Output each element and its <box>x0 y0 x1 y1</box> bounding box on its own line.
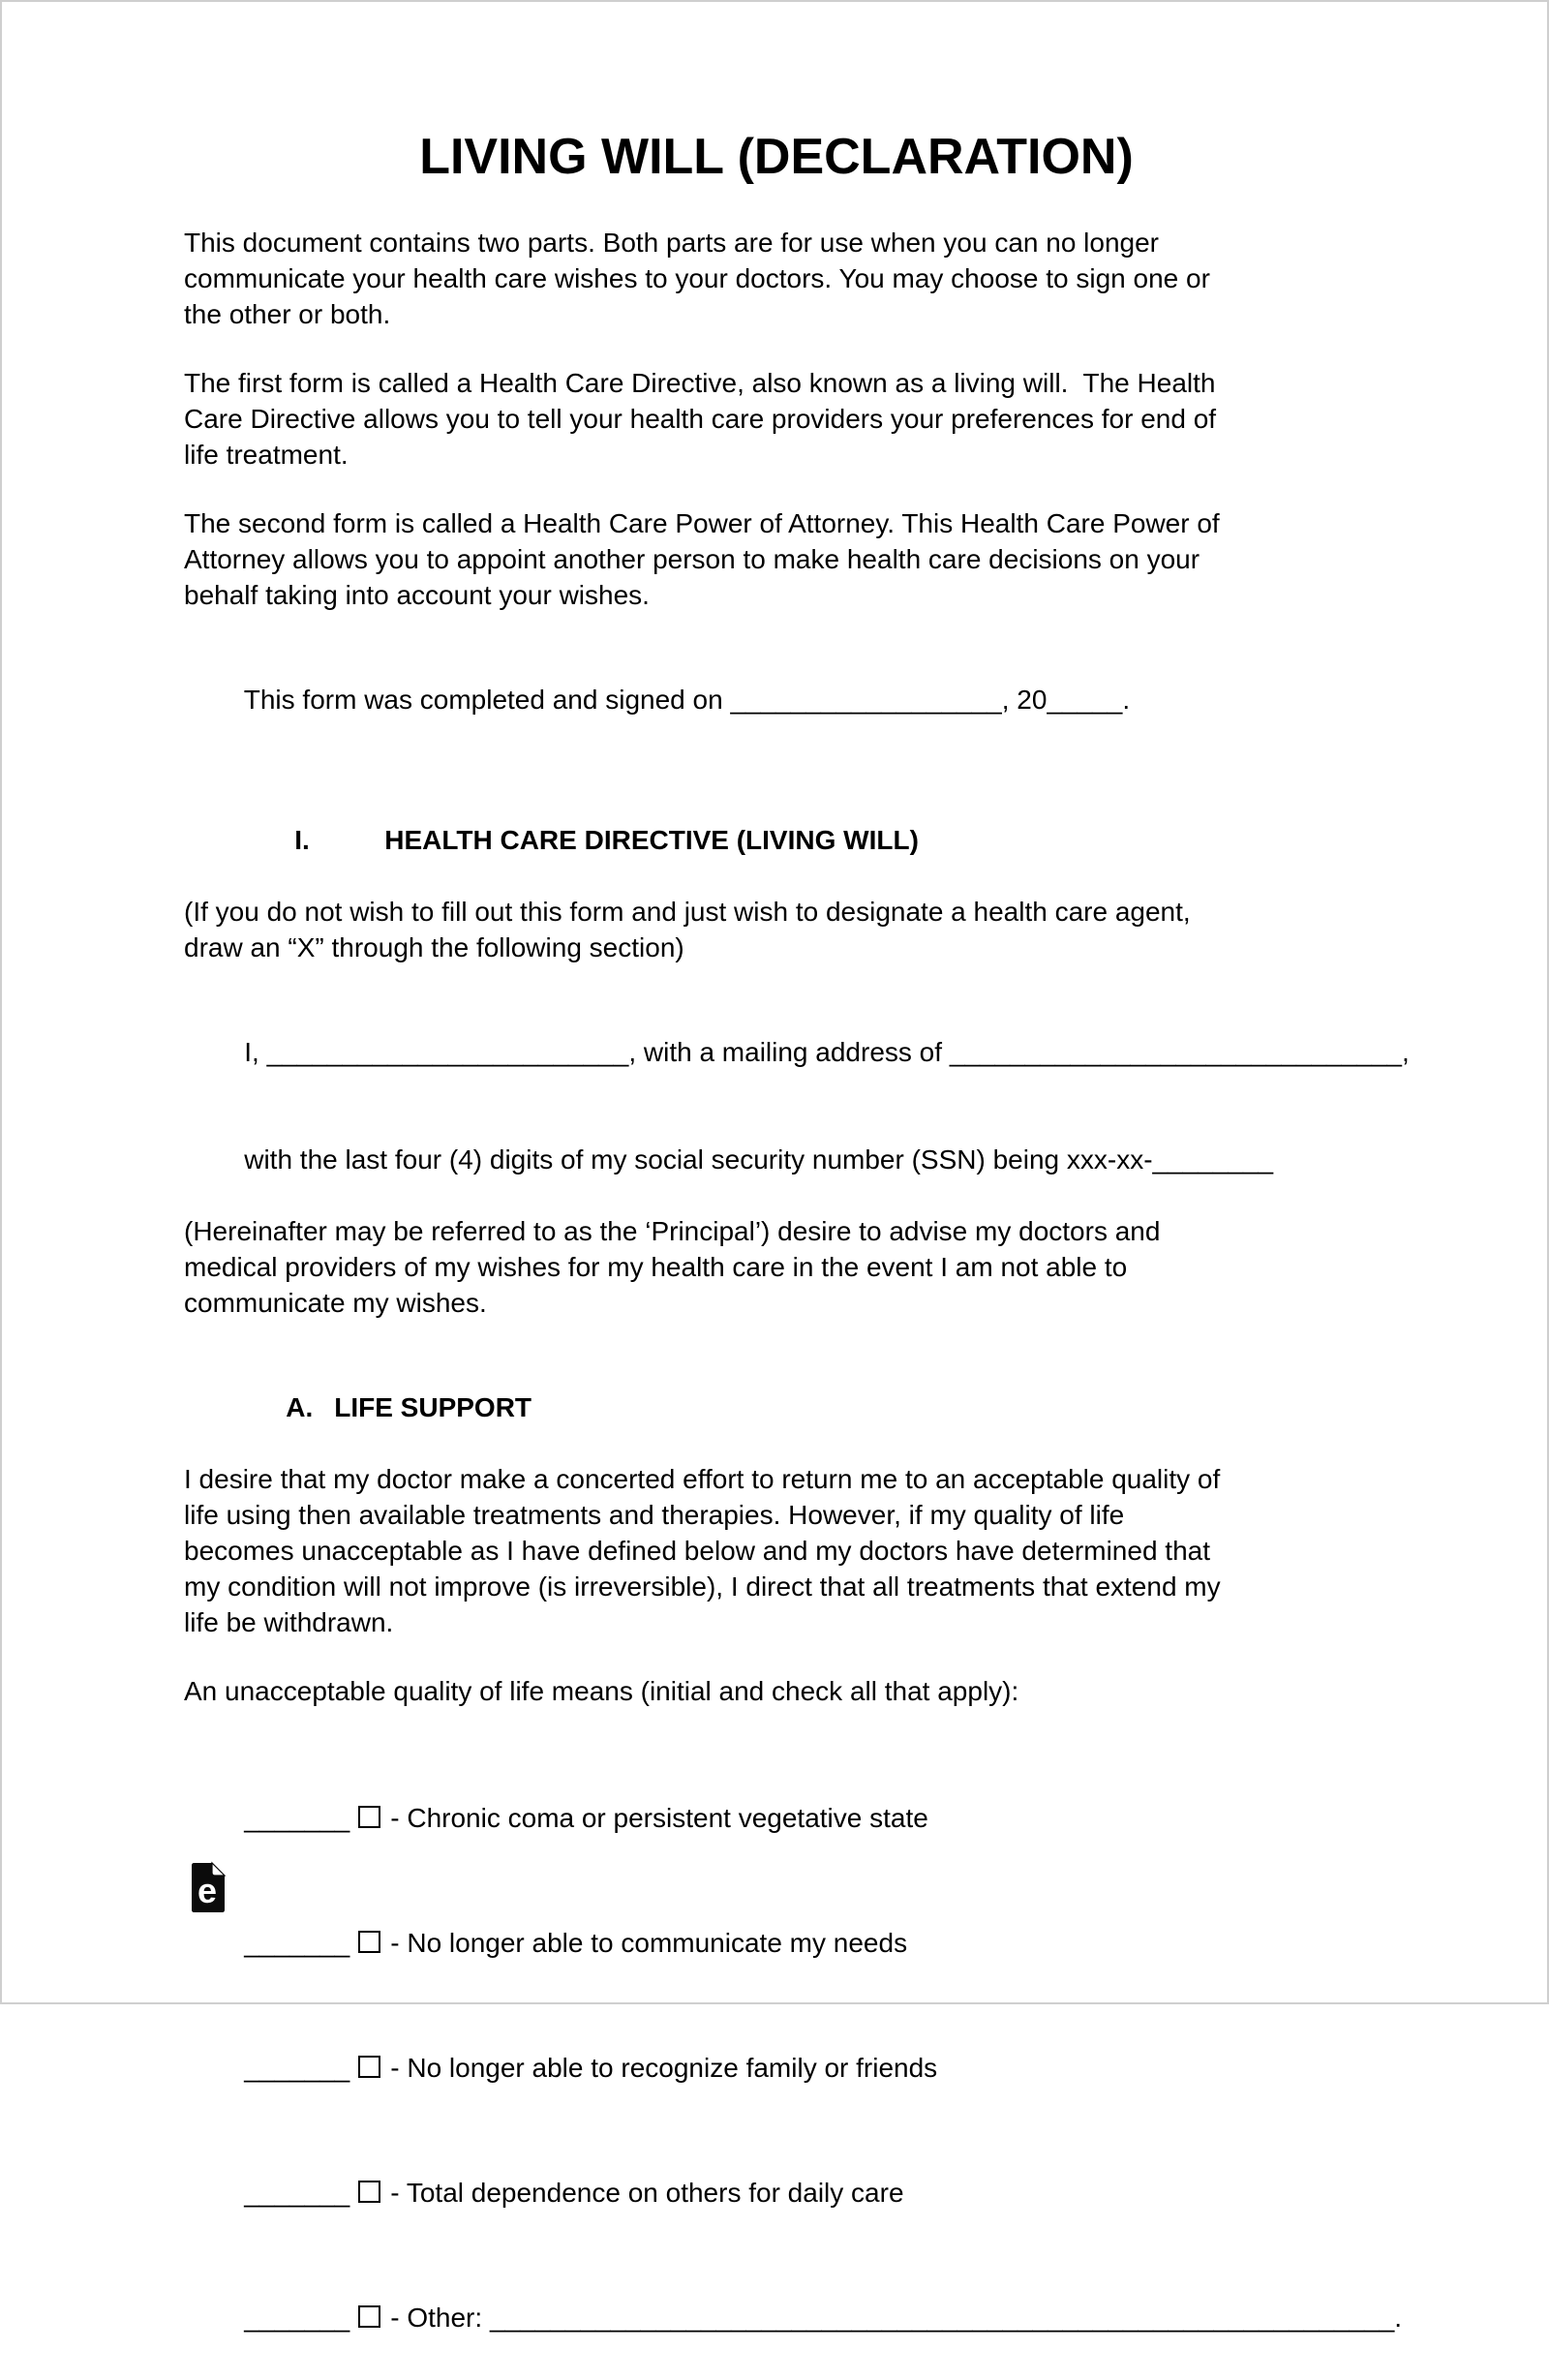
paragraph-line: the other or both. <box>184 299 391 329</box>
paragraph-line: An unacceptable quality of life means (initial and check all that apply): <box>184 1676 1019 1706</box>
checkbox-icon[interactable] <box>358 1931 380 1953</box>
paragraph-line: my condition will not improve (is irreversible), I direct that all treatments that extend my <box>184 1571 1221 1602</box>
paragraph-line: behalf taking into account your wishes. <box>184 580 650 610</box>
checklist-item-label: - No longer able to recognize family or friends <box>390 2053 938 2083</box>
signed-year-blank[interactable]: _____ <box>1047 685 1123 715</box>
paragraph-line: I desire that my doctor make a concerted effort to return me to an acceptable quality of <box>184 1464 1221 1494</box>
checkbox-icon[interactable] <box>358 2056 380 2078</box>
second-form-paragraph <box>184 505 1369 613</box>
principal-text: , with a mailing address of <box>628 1037 950 1067</box>
checklist-item-label: - Chronic coma or persistent vegetative state <box>390 1803 928 1833</box>
principal-text: I, <box>244 1037 267 1067</box>
signed-line-text: . <box>1122 685 1131 715</box>
section-a-life-support <box>184 1354 1369 1640</box>
paragraph-line: communicate my wishes. <box>184 1288 487 1318</box>
ssn-blank[interactable]: ________ <box>1152 1144 1274 1175</box>
initials-blank[interactable]: _______ <box>244 1803 350 1833</box>
subsection-letter: A. <box>286 1392 314 1422</box>
principal-paragraph <box>184 998 1410 1321</box>
page-content <box>184 0 1410 2380</box>
logo-letter: e <box>197 1871 218 1910</box>
checkbox-icon[interactable] <box>358 2305 380 2328</box>
paragraph-line: communicate your health care wishes to your doctors. You may choose to sign one or <box>184 263 1210 293</box>
checklist-prompt <box>184 1673 1369 1709</box>
checklist-item <box>184 1755 1369 1880</box>
signed-line-text: This form was completed and signed on <box>243 685 731 715</box>
eforms-document-logo-icon <box>192 1863 225 1912</box>
checklist-item-label: - Other: <box>390 2303 490 2333</box>
checklist-item-label: . <box>1394 2303 1403 2333</box>
other-blank[interactable]: ____________________________________________________________ <box>489 2303 1395 2333</box>
paragraph-line: This document contains two parts. Both parts are for use when you can no longer <box>184 228 1160 258</box>
paragraph-line: Care Directive allows you to tell your health care providers your preferences for end of <box>184 404 1217 434</box>
checklist-item-label: - No longer able to communicate my needs <box>390 1928 908 1958</box>
signed-line-text: , 20 <box>1001 685 1048 715</box>
initials-blank[interactable]: _______ <box>244 2178 350 2208</box>
section-note-line: draw an “X” through the following section) <box>184 932 684 962</box>
paragraph-line: The second form is called a Health Care Power of Attorney. This Health Care Power of <box>184 508 1220 538</box>
checklist-item <box>184 2005 1369 2130</box>
checkbox-icon[interactable] <box>358 2181 380 2203</box>
section-heading: HEALTH CARE DIRECTIVE (LIVING WILL) <box>384 825 919 855</box>
subsection-heading: LIFE SUPPORT <box>334 1392 532 1422</box>
section-1-health-care-directive <box>184 786 1369 965</box>
initials-blank[interactable]: _______ <box>244 2303 350 2333</box>
paragraph-line: life using then available treatments and therapies. However, if my quality of life <box>184 1500 1125 1530</box>
signed-date-blank[interactable]: __________________ <box>730 685 1002 715</box>
paragraph-line: life treatment. <box>184 440 349 470</box>
paragraph-line: becomes unacceptable as I have defined below and my doctors have determined that <box>184 1536 1210 1566</box>
section-number: I. <box>294 825 310 855</box>
paragraph-line: life be withdrawn. <box>184 1607 394 1637</box>
checklist-item-label: - Total dependence on others for daily care <box>390 2178 904 2208</box>
initials-blank[interactable]: _______ <box>244 1928 350 1958</box>
principal-text: , <box>1401 1037 1410 1067</box>
initials-blank[interactable]: _______ <box>244 2053 350 2083</box>
paragraph-line: The first form is called a Health Care Directive, also known as a living will. The Health <box>184 368 1216 398</box>
signed-date-line <box>184 646 1369 753</box>
paragraph-line: medical providers of my wishes for my health care in the event I am not able to <box>184 1252 1128 1282</box>
section-note-line: (If you do not wish to fill out this form and just wish to designate a health care agent, <box>184 897 1191 927</box>
checklist-item <box>184 1880 1369 2005</box>
checklist-item <box>184 2130 1369 2255</box>
paragraph-line: (Hereinafter may be referred to as the ‘Principal’) desire to advise my doctors and <box>184 1216 1161 1246</box>
principal-name-blank[interactable]: ________________________ <box>266 1037 629 1067</box>
first-form-paragraph <box>184 365 1369 473</box>
quality-of-life-checklist <box>184 1755 1403 2380</box>
page-title: LIVING WILL (DECLARATION) <box>419 129 1134 185</box>
checklist-item-other <box>184 2255 1403 2380</box>
intro-paragraph <box>184 225 1369 332</box>
paragraph-line: Attorney allows you to appoint another person to make health care decisions on your <box>184 544 1200 574</box>
principal-text: with the last four (4) digits of my social security number (SSN) being xxx-xx- <box>244 1144 1153 1175</box>
checkbox-icon[interactable] <box>358 1806 380 1828</box>
mailing-address-blank[interactable]: ______________________________ <box>949 1037 1402 1067</box>
